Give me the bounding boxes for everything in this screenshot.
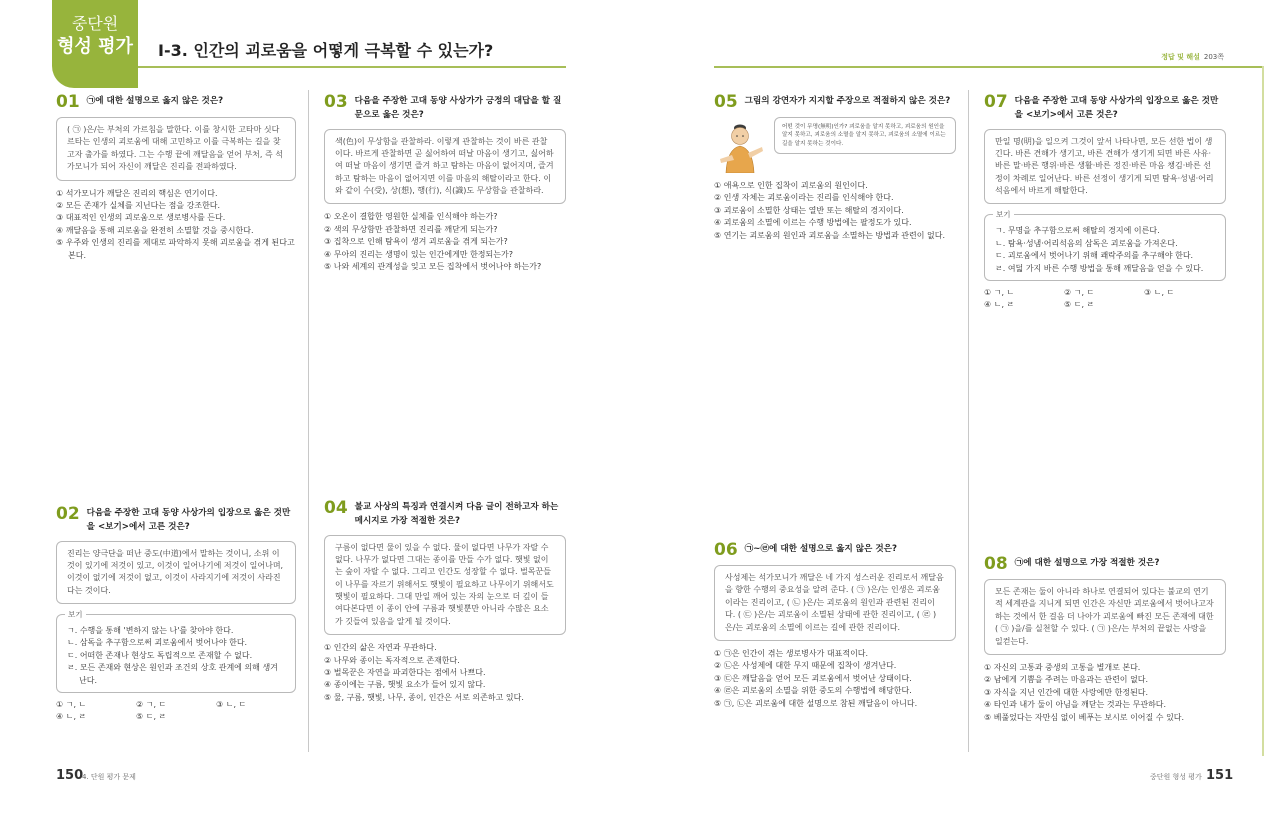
option[interactable]: ⑤ ㉠, ㉡은 괴로움에 대한 설명으로 참된 깨달음이 아니다. [714,698,918,708]
bogi-box [984,210,1226,281]
option-list [324,211,566,273]
option[interactable]: ② 나무와 종이는 독자적으로 존재한다. [324,655,460,665]
question-number: 05 [714,92,738,112]
header-rule-left [138,66,566,68]
option-list [56,188,296,262]
chapter-title: Ⅰ-3. 인간의 괴로움을 어떻게 극복할 수 있는가? [158,41,494,60]
passage-box: 색(色)이 무상함을 관찰하라. 이렇게 관찰하는 것이 바른 관찰이다. 바르게 관찰하면 곧 싫어하여 떠날 마음이 생기고, 싫어하여 떠날 마음이 생기면 즐겨 하고 탐하는 마음이 없어지며, 즐겨 하고 탐하는 마음이 없어지면 이를 마음의 해탈이라고 한다. 이와 같이 수(受), 상(想), 행(行), 식(識)도 무상함을 관찰하라. [324,129,566,205]
option-list [984,287,1226,312]
option[interactable]: ⑤ 우주와 인생의 진리를 제대로 파악하지 못해 괴로움을 겪게 된다고 본다. [56,238,295,260]
bogi-item: ㄹ. 여덟 가지 바른 수행 방법을 통해 깨달음을 얻을 수 있다. [995,263,1204,273]
bogi-item: ㄱ. 수행을 통해 '변하지 않는 나'를 찾아야 한다. [67,626,234,636]
option-list [714,648,956,710]
option[interactable]: ② 모든 존재가 실체를 지닌다는 점을 강조한다. [56,200,221,210]
option[interactable]: ④ ㉣은 괴로움의 소멸을 위한 중도의 수행법에 해당한다. [714,686,912,696]
option[interactable]: ① ㉠은 인간이 겪는 생로병사가 대표적이다. [714,648,869,658]
bogi-label: 보기 [65,609,86,621]
question-04 [324,500,566,704]
option[interactable]: ② ㄱ, ㄷ [1064,288,1095,298]
option[interactable]: ④ 괴로움의 소멸에 이르는 수행 방법에는 팔정도가 있다. [714,218,912,228]
option[interactable]: ⑤ 나와 세계의 관계성을 잊고 모든 집착에서 벗어나야 하는가? [324,262,542,272]
question-08 [984,556,1226,724]
option[interactable]: ③ 괴로움이 소멸한 상태는 열반 또는 해탈의 경지이다. [714,205,904,215]
column-divider-right [968,90,969,752]
option[interactable]: ④ 깨달음을 통해 괴로움을 완전히 소멸할 것을 중시한다. [56,225,254,235]
option-list [56,699,296,724]
left-page-number: 150 [56,768,84,783]
left-footer-text: 4. 단원 평가 문제 [82,773,136,781]
question-title: ㉠에 대한 설명으로 가장 적절한 것은? [1014,558,1160,568]
option[interactable]: ① 애욕으로 인한 집착이 괴로움의 원인이다. [714,181,868,190]
question-number: 03 [324,92,348,112]
answer-label: 정답 및 해설 [1161,53,1200,61]
bogi-item: ㄹ. 모든 존재와 현상은 원인과 조건의 상호 관계에 의해 생겨난다. [67,663,278,685]
option[interactable]: ⑤ ㄷ, ㄹ [1064,300,1095,310]
speech-bubble: 어떤 것이 무명(無明)인가? 괴로움을 알지 못하고, 괴로움의 원인을 알지 못하고, 괴로움의 소멸을 알지 못하고, 괴로움의 소멸에 이르는 길을 알지 못하는 것이다. [774,117,956,154]
option[interactable]: ④ ㄴ, ㄹ [984,300,1015,310]
passage-box: 만일 명(明)을 일으켜 그것이 앞서 나타나면, 모든 선한 법이 생긴다. 바른 견해가 생기고, 바른 견해가 생기게 되면 바른 사유·바른 말·바른 행위·바른 생활·바른 정진·바른 마음 챙김·바른 선정이 차례로 일어난다. 바른 선정이 생기게 되면 탐욕·성냄·어리석음에서 바르게 해탈한다. [984,129,1226,205]
question-title: 그림의 강연자가 지지할 주장으로 적절하지 않은 것은? [744,96,951,106]
lecture-illustration [714,117,956,173]
question-title: 다음을 주장한 고대 동양 사상가의 입장으로 옳은 것만을 <보기>에서 고른 것은? [86,508,291,532]
question-title: 다음을 주장한 고대 동양 사상가의 입장으로 옳은 것만을 <보기>에서 고른 것은? [1014,96,1219,120]
passage-box: 사성제는 석가모니가 깨달은 네 가지 성스러운 진리로서 깨달음을 향한 수행의 중요성을 알려 준다. ( ㉠ )은/는 인생은 괴로움이라는 진리이고, ( ㉡ )은/는 괴로움의 원인과 관련된 진리이다. ( ㉢ )은/는 괴로움이 소멸된 상태에 관한 진리이고, ( ㉣ )은/는 괴로움의 소멸에 이르는 길에 관한 진리이다. [714,565,956,641]
option[interactable]: ③ ㄴ, ㄷ [1144,288,1175,298]
option[interactable]: ② 색의 무상함만 관찰하면 진리를 깨닫게 되는가? [324,224,498,234]
passage-box: 모든 존재는 둘이 아니라 하나로 연결되어 있다는 불교의 연기적 세계관을 지니게 되면 인간은 자신만 괴로움에서 벗어나고자 하는 것에서 한 걸음 더 나아가 괴로움에 빠진 모든 존재에 대한 ( ㉠ )을/를 실천할 수 있다. ( ㉠ )은/는 부처의 끝없는 사랑을 일컫는다. [984,579,1226,655]
question-03 [324,94,566,273]
bogi-item: ㄴ. 삼독을 추구함으로써 괴로움에서 벗어나야 한다. [67,638,248,648]
buddha-figure-icon [714,117,766,173]
answer-reference [1161,52,1224,62]
option[interactable]: ⑤ 베풀었다는 자만심 없이 베푸는 보시로 이어질 수 있다. [984,712,1185,722]
option[interactable]: ④ ㄴ, ㄹ [56,712,87,722]
option[interactable]: ③ 집착으로 인해 탐욕이 생겨 괴로움을 겪게 되는가? [324,237,508,247]
option[interactable]: ① ㄱ, ㄴ [56,700,87,710]
question-01 [56,94,296,262]
right-page-number: 151 [1206,768,1234,783]
option-list [984,662,1226,724]
option[interactable]: ⑤ 연기는 괴로움의 원인과 괴로움을 소멸하는 방법과 관련이 없다. [714,230,945,240]
passage-box: 구름이 없다면 물이 있을 수 없다. 물이 없다면 나무가 자랄 수 없다. 나무가 없다면 그대는 종이를 만들 수가 없다. 햇빛 없이는 숲이 자랄 수 없다. 그리고 인간도 성장할 수 없다. 벌목꾼들이 나무를 자르기 위해서도 햇빛이 필요하고 나무이기 위해서도 햇빛이 필요하다. 그대 만일 깨어 있는 자의 눈으로 더 깊이 들여다본다면 이 종이 안에 구름과 햇빛뿐만 아니라 수많은 요소가 깃들여 있음을 알게 될 것이다. [324,535,566,636]
option[interactable]: ③ 대표적인 인생의 괴로움으로 생로병사를 든다. [56,213,226,223]
answer-page: 203쪽 [1203,53,1224,61]
bogi-box [56,610,296,693]
option[interactable]: ⑤ 물, 구름, 햇빛, 나무, 종이, 인간은 서로 의존하고 있다. [324,692,524,702]
column-divider-left [308,90,309,752]
option[interactable]: ④ 타인과 내가 둘이 아님을 깨닫는 것과는 무관하다. [984,700,1167,710]
badge-line1: 중단원 [71,14,119,33]
option[interactable]: ③ ㄴ, ㄷ [216,700,247,710]
option[interactable]: ③ 벌목꾼은 자연을 파괴한다는 점에서 나쁘다. [324,668,486,678]
option[interactable]: ③ ㉢은 깨달음을 얻어 모든 괴로움에서 벗어난 상태이다. [714,673,912,683]
unit-badge [52,0,138,88]
question-07 [984,94,1226,312]
bogi-item: ㄴ. 탐욕·성냄·어리석음의 삼독은 괴로움을 가져온다. [995,238,1178,248]
option-list [324,642,566,704]
option-list [714,180,956,242]
option[interactable]: ① 인간의 삶은 자연과 무관하다. [324,643,437,653]
right-footer-text: 중단원 형성 평가 [1150,773,1202,781]
option[interactable]: ② 인생 자체는 괴로움이라는 진리를 인식해야 한다. [714,193,894,203]
question-title: ㉠에 대한 설명으로 옳지 않은 것은? [86,96,224,106]
question-number: 08 [984,554,1008,574]
option[interactable]: ① ㄱ, ㄴ [984,288,1015,298]
question-number: 07 [984,92,1008,112]
question-number: 01 [56,92,80,112]
badge-line2: 형성 평가 [57,36,133,57]
question-number: 02 [56,504,80,524]
passage-box: 진리는 양극단을 떠난 중도(中道)에서 말하는 것이니, 소위 이것이 있기에 저것이 있고, 이것이 일어나기에 저것이 일어나며, 이것이 없기에 저것이 없고, 이것이 사라지기에 저것이 사라진다는 것이다. [56,541,296,605]
question-06 [714,542,956,710]
bogi-label: 보기 [993,209,1014,221]
question-title: ㉠~㉣에 대한 설명으로 옳지 않은 것은? [744,544,897,554]
question-number: 04 [324,498,348,518]
bogi-item: ㄷ. 어떠한 존재나 현상도 독립적으로 존재할 수 없다. [67,650,253,660]
header-rule-right [714,66,1262,68]
option[interactable]: ⑤ ㄷ, ㄹ [136,712,167,722]
option[interactable]: ④ 종이에는 구름, 햇빛 요소가 들어 있지 않다. [324,680,486,690]
option[interactable]: ① 자신의 고통과 중생의 고통을 별개로 본다. [984,662,1141,672]
question-number: 06 [714,540,738,560]
option[interactable]: ① 석가모니가 깨달은 진리의 핵심은 연기이다. [56,188,218,198]
bogi-item: ㄱ. 무명을 추구함으로써 해탈의 경지에 이른다. [995,226,1160,236]
option[interactable]: ② 남에게 기쁨을 주려는 마음과는 관련이 없다. [984,675,1149,685]
question-05 [714,94,956,242]
option[interactable]: ② ㉡은 사성제에 대한 무지 때문에 집착이 생겨난다. [714,661,897,671]
option[interactable]: ③ 자식을 지닌 인간에 대한 사랑에만 한정된다. [984,687,1149,697]
right-margin-rule [1262,66,1264,756]
option[interactable]: ① 오온이 결합한 영원한 실체를 인식해야 하는가? [324,212,498,222]
question-title: 불교 사상의 특징과 연결시켜 다음 글이 전하고자 하는 메시지로 가장 적절한 것은? [354,502,559,526]
question-02 [56,506,296,724]
passage-box: ( ㉠ )은/는 부처의 가르침을 말한다. 이를 창시한 고타마 싯다르타는 인생의 괴로움에 대해 고민하고 이를 극복하는 길을 찾고자 출가를 하였다. 그는 수행 끝에 깨달음을 얻어 부처, 즉 석가모니가 되어 자신이 깨달은 진리를 전파하였다. [56,117,296,181]
bogi-item: ㄷ. 괴로움에서 벗어나기 위해 쾌락주의를 추구해야 한다. [995,251,1194,261]
option[interactable]: ④ 무아의 진리는 생명이 있는 인간에게만 한정되는가? [324,249,513,259]
question-title: 다음을 주장한 고대 동양 사상가가 긍정의 대답을 할 질문으로 옳은 것은? [354,96,562,120]
option[interactable]: ② ㄱ, ㄷ [136,700,167,710]
